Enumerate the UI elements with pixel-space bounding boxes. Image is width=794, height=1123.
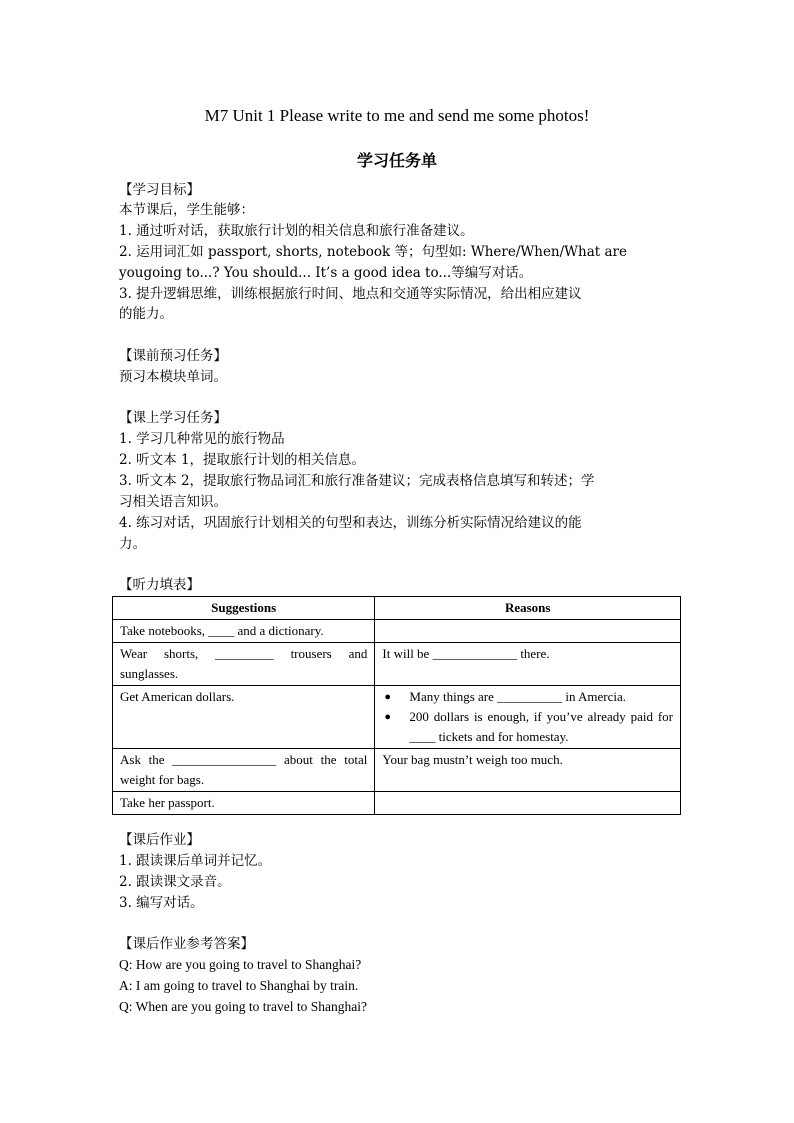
table-row bbox=[113, 792, 681, 815]
table-row bbox=[113, 643, 681, 686]
reason-cell bbox=[375, 620, 681, 643]
preview-heading: 【课前预习任务】 bbox=[119, 348, 227, 364]
homework-line: 1. 跟读课后单词并记忆。 bbox=[119, 853, 272, 869]
reason-list bbox=[382, 687, 673, 747]
reason-cell bbox=[375, 792, 681, 815]
objective-line: 的能力。 bbox=[119, 306, 173, 322]
listening-table bbox=[112, 596, 681, 815]
answer-line: Q: When are you going to travel to Shanghai? bbox=[119, 999, 367, 1014]
suggestion-cell: Wear shorts, _________ trousers and sunglasses. bbox=[113, 643, 375, 686]
list-item: ● 200 dollars is enough, if you’ve already paid for ____ tickets and for homestay. bbox=[382, 707, 673, 747]
objective-line: yougoing to...? You should... It’s a good idea to...等编写对话。 bbox=[119, 265, 533, 281]
suggestion-cell: Take notebooks, ____ and a dictionary. bbox=[113, 620, 375, 643]
homework-heading: 【课后作业】 bbox=[119, 832, 200, 848]
document-subtitle: 学习任务单 bbox=[356, 151, 437, 170]
homework-line: 2. 跟读课文录音。 bbox=[119, 874, 231, 890]
suggestion-cell: Take her passport. bbox=[113, 792, 375, 815]
listening-heading: 【听力填表】 bbox=[119, 577, 200, 593]
reason-cell: Your bag mustn’t weigh too much. bbox=[375, 749, 681, 792]
header-suggestions: Suggestions bbox=[113, 597, 375, 620]
objective-line: 3. 提升逻辑思维，训练根据旅行时间、地点和交通等实际情况，给出相应建议 bbox=[119, 286, 582, 302]
inclass-line: 4. 练习对话，巩固旅行计划相关的句型和表达，训练分析实际情况给建议的能 bbox=[119, 515, 582, 531]
header-reasons: Reasons bbox=[375, 597, 681, 620]
table-row bbox=[113, 749, 681, 792]
table-header-row bbox=[113, 597, 681, 620]
table-row bbox=[113, 686, 681, 749]
list-item: ● Many things are __________ in Amercia. bbox=[382, 687, 673, 707]
reason-cell bbox=[375, 686, 681, 749]
inclass-line: 习相关语言知识。 bbox=[119, 494, 227, 510]
suggestion-cell: Ask the ________________ about the total weight for bags. bbox=[113, 749, 375, 792]
objective-line: 2. 运用词汇如 passport, shorts, notebook 等；句型如: Where/When/What are bbox=[119, 244, 628, 260]
answers-heading: 【课后作业参考答案】 bbox=[119, 936, 254, 952]
answer-line: A: I am going to travel to Shanghai by train. bbox=[119, 978, 359, 993]
inclass-line: 力。 bbox=[119, 536, 146, 552]
inclass-line: 1. 学习几种常见的旅行物品 bbox=[119, 431, 285, 447]
objectives-heading: 【学习目标】 bbox=[119, 182, 200, 198]
inclass-line: 2. 听文本 1，提取旅行计划的相关信息。 bbox=[119, 452, 366, 468]
reason-cell: It will be _____________ there. bbox=[375, 643, 681, 686]
inclass-heading: 【课上学习任务】 bbox=[119, 410, 227, 426]
table-row bbox=[113, 620, 681, 643]
preview-line: 预习本模块单词。 bbox=[119, 369, 227, 385]
document-title: M7 Unit 1 Please write to me and send me some photos! bbox=[204, 106, 590, 125]
objective-line: 1. 通过听对话，获取旅行计划的相关信息和旅行准备建议。 bbox=[119, 223, 474, 239]
objectives-intro: 本节课后，学生能够： bbox=[119, 202, 254, 218]
answer-line: Q: How are you going to travel to Shanghai? bbox=[119, 957, 362, 972]
suggestion-cell: Get American dollars. bbox=[113, 686, 375, 749]
homework-line: 3. 编写对话。 bbox=[119, 895, 204, 911]
inclass-line: 3. 听文本 2，提取旅行物品词汇和旅行准备建议；完成表格信息填写和转述；学 bbox=[119, 473, 595, 489]
